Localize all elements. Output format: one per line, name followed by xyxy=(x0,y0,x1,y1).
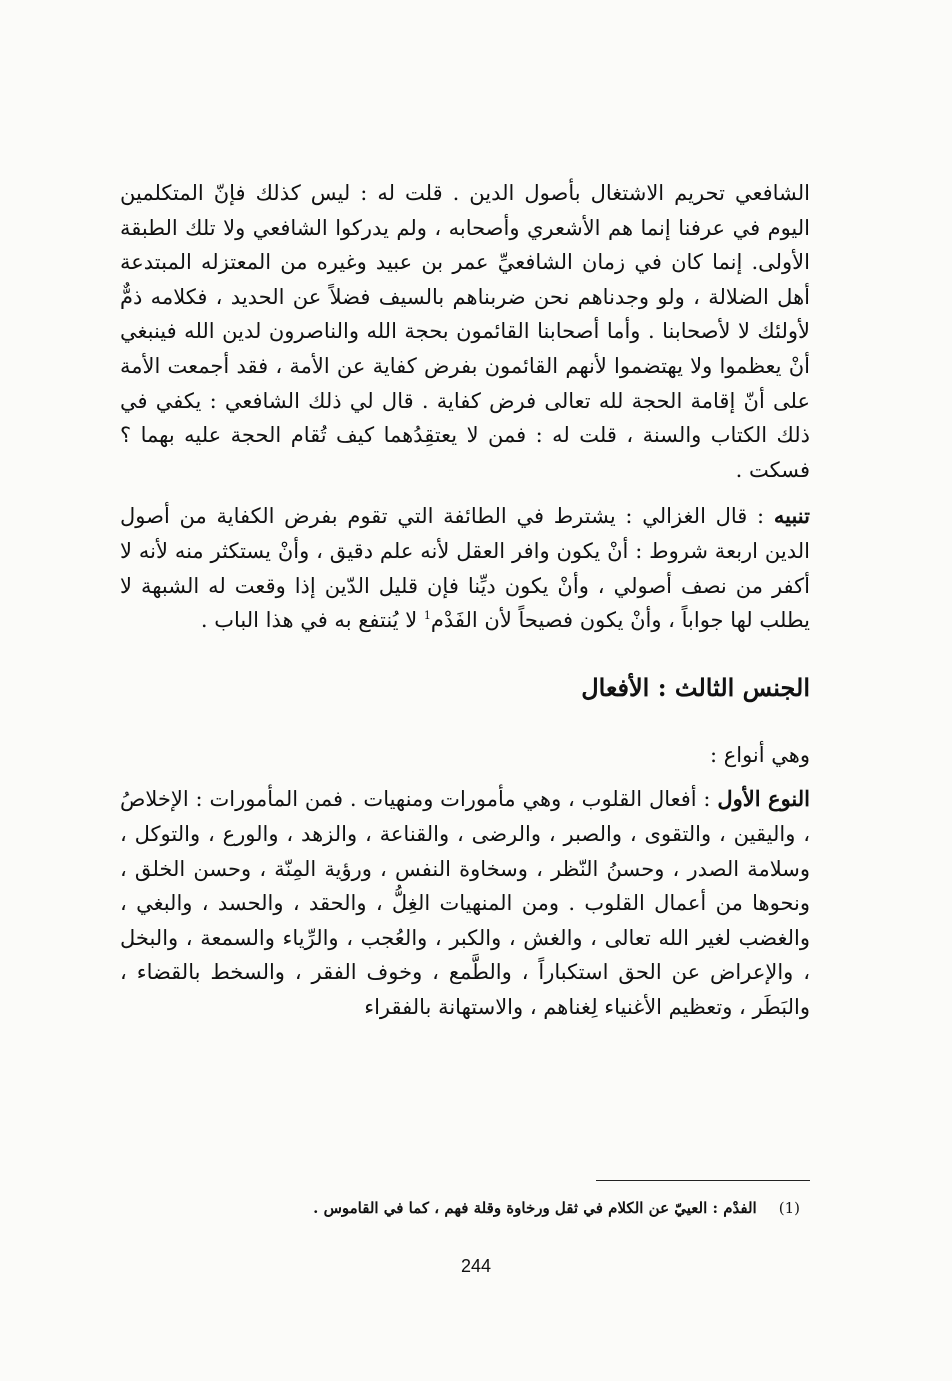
page-number: 244 xyxy=(460,1256,492,1276)
footnote xyxy=(120,1196,800,1220)
paragraph-shafii-kalam: الشافعي تحريم الاشتغال بأصول الدين . قلت له : ليس كذلك فإنّ المتكلمين اليوم في عرفنا إنما هم الأشعري وأصحابه ، ولم يدركوا الشافعي ولا تلك الطبقة الأولى. إنما كان في زمان الشافعيِّ عمر بن عبيد وغيره من المعتزله المبتدعة أهل الضلالة ، ولو وجدناهم نحن ضربناهم بالسيف فضلاً عن الحديد ، فكلامه ذمٌّ لأولئك لا لأصحابنا . وأما أصحابنا القائمون بحجة الله والناصرون لدين الله فينبغي أنْ يعظموا ولا يهتضموا لأنهم القائمون بفرض كفاية عن الأمة ، فقد أجمعت الأمة على أنّ إقامة الحجة لله تعالى فرض كفاية . قال لي ذلك الشافعي : يكفي في ذلك الكتاب والسنة ، قلت له : فمن لا يعتقِدُهما كيف تُقام الحجة عليه بهما ؟ فسكت . xyxy=(120,181,810,482)
footnote-text: الفدْم : العييّ عن الكلام في ثقل ورخاوة وقلة فهم ، كما في xyxy=(378,1199,757,1217)
footnote-divider xyxy=(596,1180,810,1181)
section-heading: الجنس الثالث : الأفعال xyxy=(581,672,810,702)
type-one-text: : أفعال القلوب ، وهي مأمورات ومنهيات . فمن المأمورات : الإخلاصُ ، واليقين ، والتقوى ، والصبر ، والرضى ، والقناعة ، والزهد ، والورع ، والتوكل ، وسلامة الصدر ، وحسنُ النّظر ، وسخاوة النفس ، ورؤية المِنّة ، وحسن الخلق ، ونحوها من أعمال القلوب . ومن المنهيات الغِلُّ ، والحقد ، والحسد ، والبغي ، والغضب لغير الله تعالى ، والغش ، والكبر ، والعُجب ، والرِّياء والسمعة ، والبخل ، والإعراض عن الحق استكباراً ، والطَّمع ، وخوف الفقر ، والسخط بالقضاء ، والبَطَر ، وتعظيم الأغنياء لِغناهم ، والاستهانة بالفقراء xyxy=(120,787,810,1019)
footnote-reference[interactable]: 1 xyxy=(423,609,431,623)
tanbih-text: : قال الغزالي : يشترط في الطائفة التي تقوم بفرض الكفاية من أصول الدين اربعة شروط : أنْ يكون وافر العقل لأنه علم دقيق ، وأنْ يستكثر منه لأنه لا أكفر من نصف أصولي ، وأنْ يكون ديِّنا فإن قليل الدّين إذا وقعت له الشبهة لا يطلب لها جواباً ، وأنْ يكون فصيحاً لأن الفَدْم xyxy=(120,504,810,633)
tanbih-text-end: لا يُنتفع به في هذا الباب . xyxy=(200,608,424,633)
footnote-marker: (1) xyxy=(778,1199,800,1217)
footnote-source: القاموس xyxy=(323,1199,379,1217)
main-text-block xyxy=(120,176,810,1024)
paragraph-type-one xyxy=(120,782,810,1024)
type-one-label: النوع الأول xyxy=(717,786,810,812)
footnote-text-end: . xyxy=(313,1199,324,1217)
intro-line: وهي أنواع : xyxy=(709,742,810,767)
paragraph-tanbih xyxy=(120,499,810,637)
tanbih-label: تنبيه xyxy=(773,503,810,529)
